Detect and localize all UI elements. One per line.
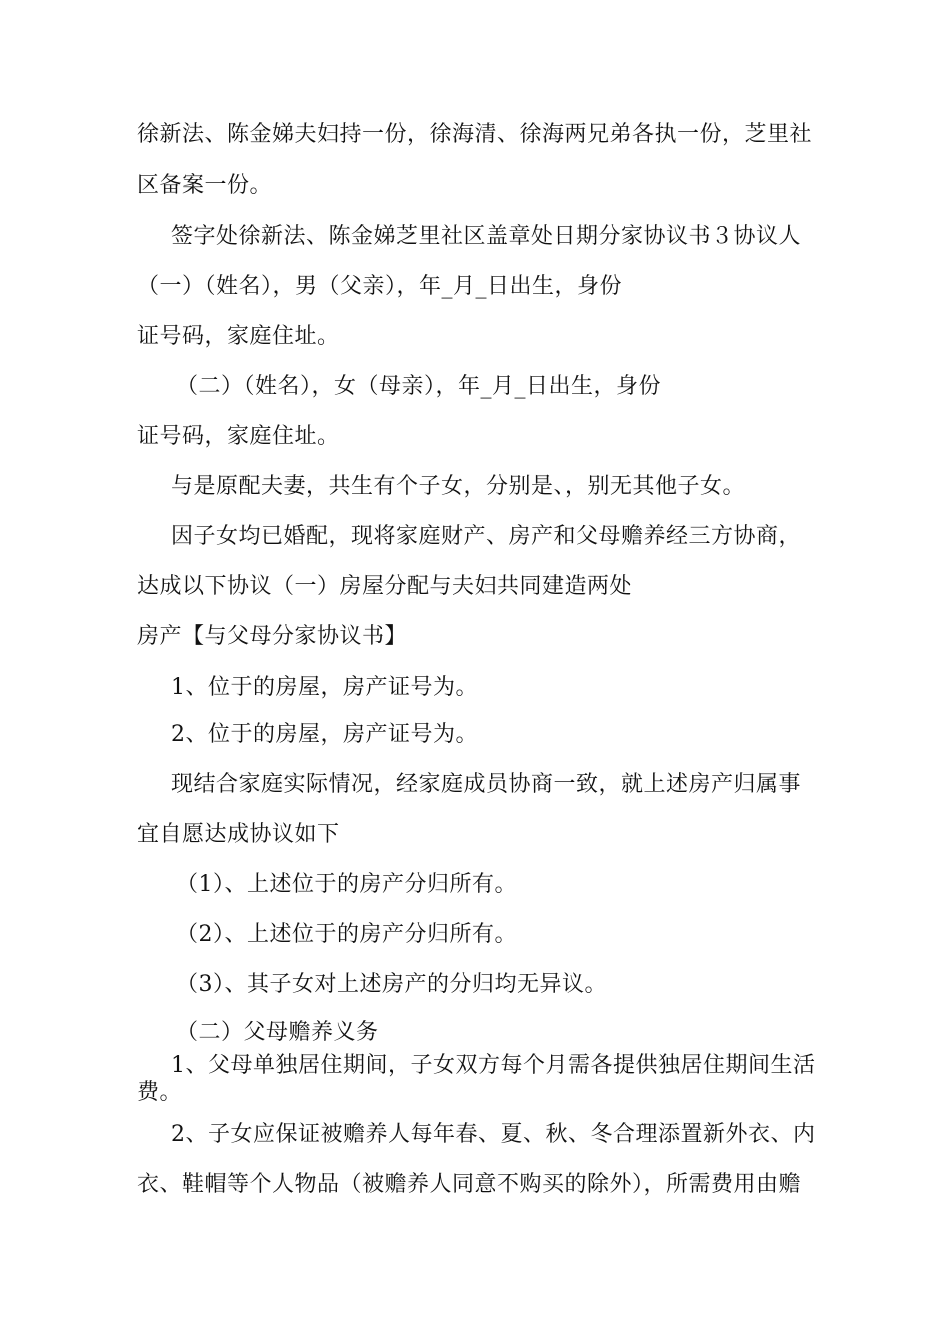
paragraph-line: 衣、鞋帽等个人物品（被赡养人同意不购买的除外），所需费用由赡 [137, 1172, 802, 1197]
paragraph-line: 达成以下协议（一）房屋分配与夫妇共同建造两处 [137, 574, 633, 599]
paragraph-line: 房产【与父母分家协议书】 [137, 624, 408, 649]
paragraph-line: 1、父母单独居住期间，子女双方每个月需各提供独居住期间生活 [171, 1053, 816, 1078]
paragraph-line: （二）父母赡养义务 [176, 1020, 379, 1045]
paragraph-line: （一）（姓名），男（父亲），年_月_日出生，身份 [137, 274, 623, 299]
paragraph-line: （1）、上述位于的房产分归所有。 [176, 872, 517, 897]
paragraph-line: （2）、上述位于的房产分归所有。 [176, 922, 517, 947]
paragraph-line: 因子女均已婚配，现将家庭财产、房产和父母赡养经三方协商， [171, 524, 802, 549]
paragraph-line: 证号码，家庭住址。 [137, 324, 340, 349]
paragraph-line: 现结合家庭实际情况，经家庭成员协商一致，就上述房产归属事 [171, 772, 802, 797]
paragraph-line: 与是原配夫妻，共生有个子女，分别是、，别无其他子女。 [171, 474, 746, 499]
paragraph-line: 签字处徐新法、陈金娣芝里社区盖章处日期分家协议书３协议人 [171, 224, 802, 249]
paragraph-line: 费。 [137, 1080, 183, 1105]
paragraph-line: 2、位于的房屋，房产证号为。 [171, 722, 478, 747]
paragraph-line: 1、位于的房屋，房产证号为。 [171, 675, 478, 700]
paragraph-line: （3）、其子女对上述房产的分归均无异议。 [176, 972, 607, 997]
paragraph-line: （二）（姓名），女（母亲），年_月_日出生，身份 [176, 374, 662, 399]
paragraph-line: 证号码，家庭住址。 [137, 424, 340, 449]
paragraph-line: 2、子女应保证被赡养人每年春、夏、秋、冬合理添置新外衣、内 [171, 1122, 816, 1147]
paragraph-line: 区备案一份。 [137, 173, 273, 198]
paragraph-line: 宜自愿达成协议如下 [137, 822, 340, 847]
paragraph-line: 徐新法、陈金娣夫妇持一份，徐海清、徐海两兄弟各执一份，芝里社 [137, 122, 813, 147]
